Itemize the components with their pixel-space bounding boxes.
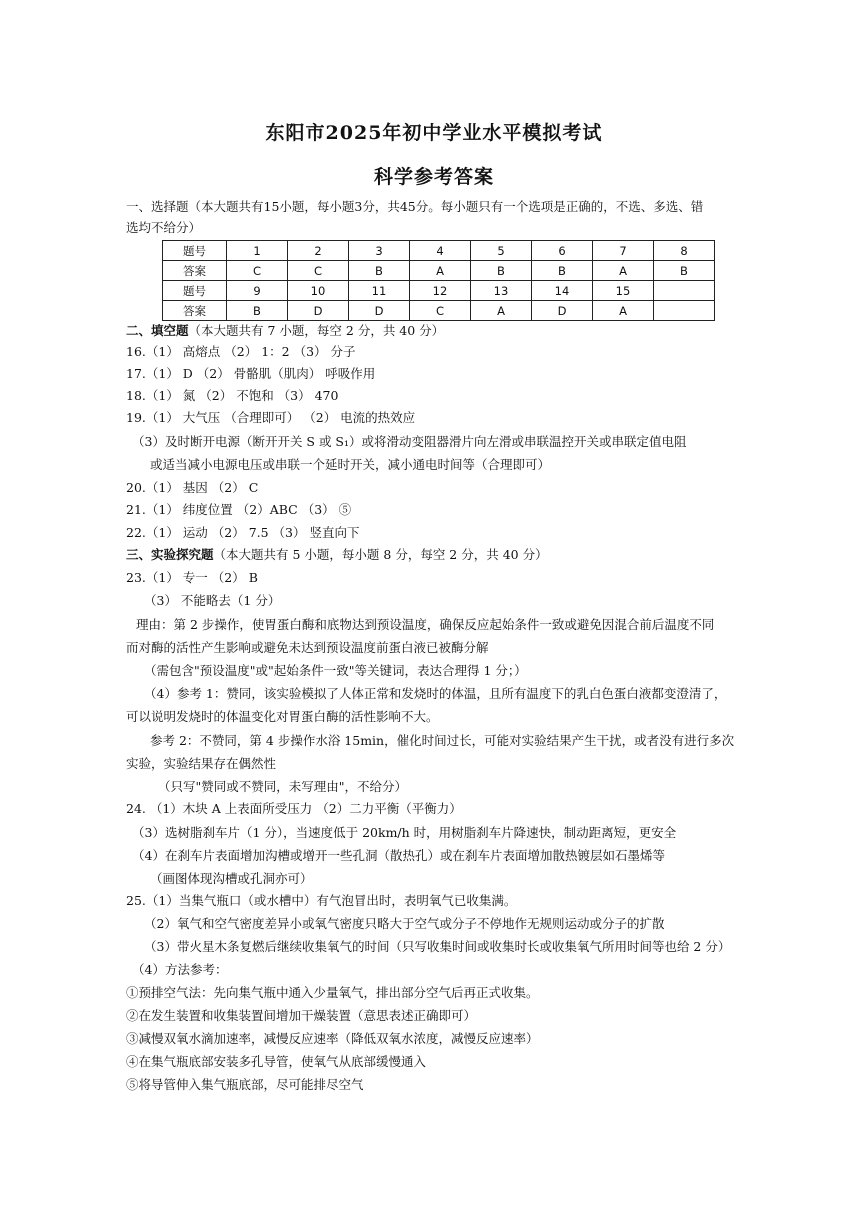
answer-line: （3）选树脂刹车片（1 分），当速度低于 20km/h 时，用树脂刹车片降速快，制动距离短，更安全 bbox=[132, 825, 677, 840]
table-row bbox=[163, 281, 715, 301]
section2-heading-rest: （本大题共有 7 小题，每空 2 分，共 40 分） bbox=[188, 323, 445, 338]
answer-line: （3）带火星木条复燃后继续收集氧气的时间（只写收集时间或收集时长或收集氧气所用时间等也给 2 分） bbox=[144, 939, 731, 954]
table-cell: 12 bbox=[410, 281, 471, 301]
section3-heading-bold: 三、实验探究题 bbox=[126, 547, 214, 562]
table-cell: 3 bbox=[349, 241, 410, 261]
table-cell: 14 bbox=[532, 281, 593, 301]
section3-heading bbox=[126, 547, 548, 563]
table-cell: 题号 bbox=[163, 281, 227, 301]
table-cell: C bbox=[288, 261, 349, 281]
table-cell: 2 bbox=[288, 241, 349, 261]
exam-title: 东阳市2025年初中学业水平模拟考试 bbox=[265, 122, 603, 144]
table-row bbox=[163, 261, 715, 281]
answer-line: ②在发生装置和收集装置间增加干燥装置（意思表述正确即可） bbox=[126, 1008, 477, 1023]
table-cell: D bbox=[532, 301, 593, 321]
table-cell: 15 bbox=[593, 281, 654, 301]
table-cell: 8 bbox=[654, 241, 715, 261]
table-cell: B bbox=[349, 261, 410, 281]
section3-heading-rest: （本大题共有 5 小题，每小题 8 分，每空 2 分，共 40 分） bbox=[213, 547, 548, 562]
answer-line: （3）及时断开电源（断开开关 S 或 S₁）或将滑动变阻器滑片向左滑或串联温控开关或串联定值电阻 bbox=[132, 434, 687, 449]
answer-line: ③减慢双氧水滴加速率，减慢反应速率（降低双氧水浓度，减慢反应速率） bbox=[126, 1031, 539, 1046]
answer-line: 18.（1） 氮 （2） 不饱和 （3） 470 bbox=[126, 388, 339, 403]
answer-line: ①预排空气法：先向集气瓶中通入少量氧气，排出部分空气后再正式收集。 bbox=[126, 985, 539, 1000]
table-cell: 1 bbox=[227, 241, 288, 261]
table-cell: 5 bbox=[471, 241, 532, 261]
table-cell: 答案 bbox=[163, 261, 227, 281]
answer-line: 19.（1） 大气压 （合理即可） （2） 电流的热效应 bbox=[126, 410, 416, 425]
answer-line: 而对酶的活性产生影响或避免未达到预设温度前蛋白液已被酶分解 bbox=[126, 640, 489, 655]
table-cell: B bbox=[532, 261, 593, 281]
table-cell: D bbox=[288, 301, 349, 321]
table-cell: 4 bbox=[410, 241, 471, 261]
table-cell: D bbox=[349, 301, 410, 321]
answer-line: （4）方法参考： bbox=[132, 962, 228, 977]
answer-line: ④在集气瓶底部安装多孔导管，使氧气从底部缓慢通入 bbox=[126, 1054, 427, 1069]
answer-line: （需包含"预设温度"或"起始条件一致"等关键词，表达合理得 1 分；） bbox=[144, 663, 527, 678]
answer-line: 22.（1） 运动 （2） 7.5 （3） 竖直向下 bbox=[126, 525, 360, 540]
answer-line: 或适当减小电源电压或串联一个延时开关，减小通电时间等（合理即可） bbox=[150, 457, 551, 472]
table-row bbox=[163, 301, 715, 321]
table-cell: B bbox=[227, 301, 288, 321]
answer-line: 23.（1） 专一 （2） B bbox=[126, 570, 258, 585]
answer-line: 21.（1） 纬度位置 （2）ABC （3） ⑤ bbox=[126, 502, 352, 517]
answer-line: （4）在刹车片表面增加沟槽或增开一些孔洞（散热孔）或在刹车片表面增加散热镀层如石墨烯等 bbox=[132, 848, 665, 863]
answer-line: 17.（1） D （2） 骨骼肌（肌肉） 呼吸作用 bbox=[126, 366, 376, 381]
answer-line: 参考 2：不赞同，第 4 步操作水浴 15min，催化时间过长，可能对实验结果产生干扰，或者没有进行多次 bbox=[150, 733, 735, 748]
table-cell: A bbox=[593, 261, 654, 281]
table-cell: 13 bbox=[471, 281, 532, 301]
table-cell: C bbox=[227, 261, 288, 281]
table-cell: 答案 bbox=[163, 301, 227, 321]
answer-line: 24. （1）木块 A 上表面所受压力 （2）二力平衡（平衡力） bbox=[126, 801, 462, 816]
answer-line: ⑤将导管伸入集气瓶底部，尽可能排尽空气 bbox=[126, 1077, 364, 1092]
section1-heading-cont: 选均不给分） bbox=[126, 220, 202, 235]
table-row bbox=[163, 241, 715, 261]
answer-line: （画图体现沟槽或孔洞亦可） bbox=[150, 871, 313, 886]
answer-line: 实验，实验结果存在偶然性 bbox=[126, 756, 277, 771]
section2-heading bbox=[126, 323, 444, 339]
answer-line: （4）参考 1：赞同，该实验模拟了人体正常和发烧时的体温，且所有温度下的乳白色蛋白液都变澄清了， bbox=[144, 686, 727, 701]
answer-line: 16.（1） 高熔点 （2） 1：2 （3） 分子 bbox=[126, 344, 356, 359]
table-cell: A bbox=[593, 301, 654, 321]
answer-line: 25.（1）当集气瓶口（或水槽中）有气泡冒出时，表明氧气已收集满。 bbox=[126, 893, 517, 908]
table-cell: B bbox=[654, 261, 715, 281]
table-cell: A bbox=[410, 261, 471, 281]
table-cell: B bbox=[471, 261, 532, 281]
table-cell: 6 bbox=[532, 241, 593, 261]
table-cell: A bbox=[471, 301, 532, 321]
exam-subtitle: 科学参考答案 bbox=[373, 166, 494, 188]
answer-line: （2）氧气和空气密度差异小或氧气密度只略大于空气或分子不停地作无规则运动或分子的扩散 bbox=[144, 916, 665, 931]
answer-line: 可以说明发烧时的体温变化对胃蛋白酶的活性影响不大。 bbox=[126, 709, 439, 724]
table-cell bbox=[654, 301, 715, 321]
answer-line: 理由：第 2 步操作，使胃蛋白酶和底物达到预设温度，确保反应起始条件一致或避免因混合前后温度不同 bbox=[136, 617, 715, 632]
answer-line: （3） 不能略去（1 分） bbox=[144, 593, 281, 608]
answer-table bbox=[162, 240, 715, 321]
table-cell: 9 bbox=[227, 281, 288, 301]
table-cell: 7 bbox=[593, 241, 654, 261]
table-cell: C bbox=[410, 301, 471, 321]
answer-line: （只写"赞同或不赞同，未写理由"，不给分） bbox=[158, 779, 407, 794]
table-cell: 题号 bbox=[163, 241, 227, 261]
table-cell: 10 bbox=[288, 281, 349, 301]
table-cell bbox=[654, 281, 715, 301]
section2-heading-bold: 二、填空题 bbox=[126, 323, 189, 338]
table-cell: 11 bbox=[349, 281, 410, 301]
answer-line: 20.（1） 基因 （2） C bbox=[126, 480, 259, 495]
section1-heading: 一、选择题（本大题共有15小题，每小题3分，共45分。每小题只有一个选项是正确的，不选、多选、错 bbox=[126, 199, 704, 214]
